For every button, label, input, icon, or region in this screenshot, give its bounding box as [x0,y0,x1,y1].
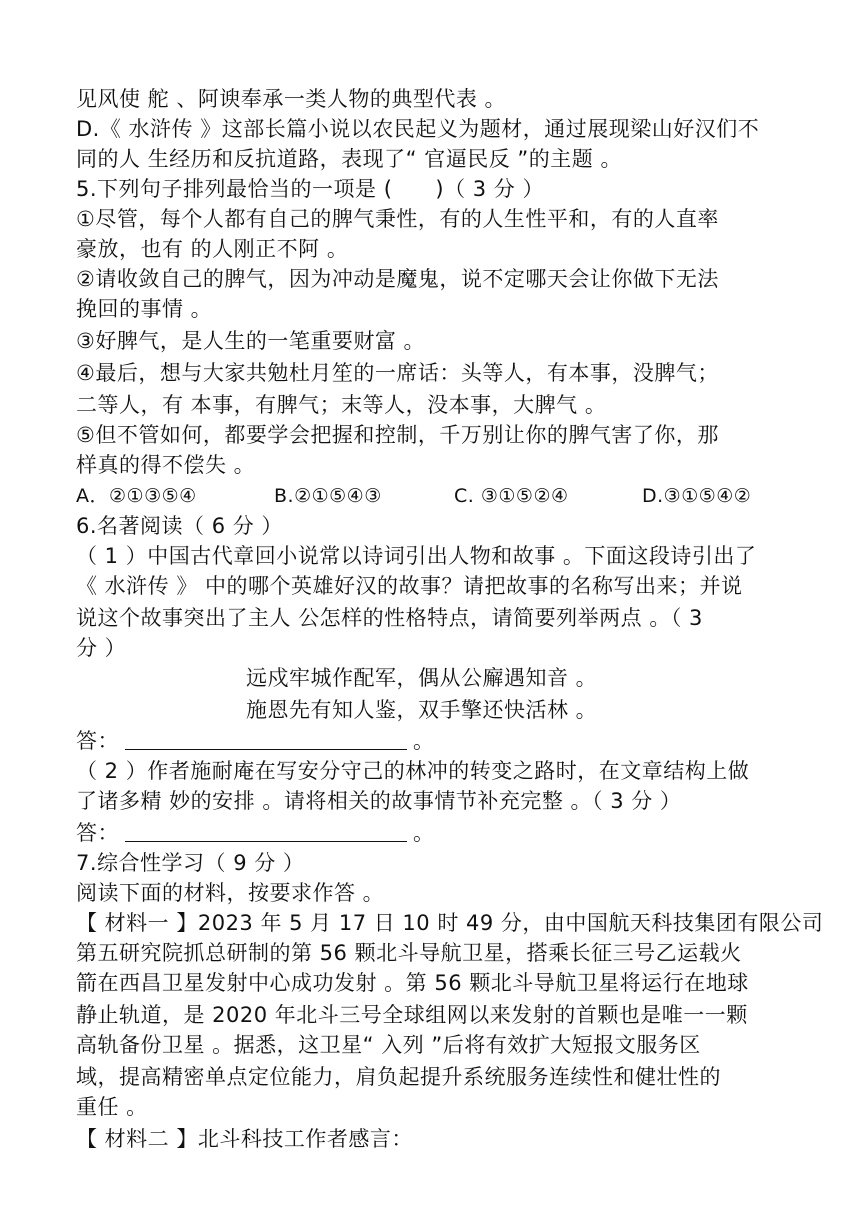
text-line: 同的人 生经历和反抗道路，表现了“ 官逼民反 ”的主题 。 [76,147,622,171]
answer-blank-2[interactable] [125,819,407,842]
answer-line-1 [76,726,796,756]
text-line: 阅读下面的材料，按要求作答 。 [76,881,385,905]
text-line: D.《 水浒传 》这部长篇小说以农民起义为题材，通过展现梁山好汉们不 [76,117,760,141]
text-line: 分 ） [76,636,127,660]
question-7-title: 7.综合性学习（ 9 分 ） [76,851,305,875]
option-c: C. ③①⑤②④ [454,485,569,507]
text-line: ②请收敛自己的脾气，因为冲动是魔鬼，说不定哪天会让你做下无法 [76,267,719,291]
text-line: 挽回的事情 。 [76,297,213,321]
material-1-line: 重任 。 [76,1095,148,1119]
material-1-line: 箭在西昌卫星发射中心成功发射 。第 56 颗北斗导航卫星将运行在地球 [76,971,749,995]
text-line: 说这个故事突出了主人 公怎样的性格特点，请简要列举两点 。（ 3 [76,606,703,630]
material-1-line: 域，提高精密单点定位能力，肩负起提升系统服务连续性和健壮性的 [76,1065,721,1089]
option-d: D.③①⑤④② [642,485,752,507]
material-1-line: 【 材料一 】2023 年 5 月 17 日 10 时 49 分，由中国航天科技集团有限公司 [76,911,824,935]
answer-blank-1[interactable] [125,727,407,750]
answer-line-2 [76,818,796,848]
material-1-line: 第五研究院抓总研制的第 56 颗北斗导航卫星，搭乘长征三号乙运载火 [76,941,742,965]
text-line: 见风使 舵 、阿谀奉承一类人物的典型代表 。 [76,87,507,111]
text-line: 样真的得不偿失 。 [76,453,256,477]
text-line: （ 2 ）作者施耐庵在写安分守己的林冲的转变之路时，在文章结构上做 [76,759,750,783]
answer-label: 答： [76,821,119,845]
answer-options [76,481,796,511]
material-1-line: 静止轨道，是 2020 年北斗三号全球组网以来发射的首颗也是唯一一颗 [76,1003,748,1027]
text-line: （ 1 ）中国古代章回小说常以诗词引出人物和故事 。下面这段诗引出了 [76,544,757,568]
question-5-title: 5.下列句子排列最恰当的一项是 ( )（ 3 分 ） [76,177,544,201]
answer-end: 。 [413,729,435,753]
text-line: ③好脾气，是人生的一笔重要财富 。 [76,329,426,353]
text-line: 二等人，有 本事，有脾气；末等人，没本事，大脾气 。 [76,393,607,417]
poem-line-1: 远戍牢城作配军，偶从公廨遇知音 。 [246,666,598,690]
text-line: ⑤但不管如何，都要学会把握和控制，千万别让你的脾气害了你，那 [76,423,719,447]
answer-label: 答： [76,729,119,753]
question-6-title: 6.名著阅读（ 6 分 ） [76,514,283,538]
text-line: ④最后，想与大家共勉杜月笙的一席话：头等人，有本事，没脾气； [76,361,719,385]
material-1-line: 高轨备份卫星 。据悉，这卫星“ 入列 ”后将有效扩大短报文服务区 [76,1033,701,1057]
option-a: A．②①③⑤④ [76,485,197,507]
text-line: ①尽管，每个人都有自己的脾气秉性，有的人生性平和，有的人直率 [76,207,719,231]
poem-line-2: 施恩先有知人鉴，双手擎还快活林 。 [246,698,598,722]
answer-end: 。 [413,821,435,845]
option-b: B.②①⑤④③ [274,485,382,507]
material-2-title: 【 材料二 】北斗科技工作者感言： [76,1127,413,1151]
text-line: 了诸多精 妙的安排 。请将相关的故事情节补充完整 。（ 3 分 ） [76,789,682,813]
text-line: 《 水浒传 》 中的哪个英雄好汉的故事？请把故事的名称写出来；并说 [76,574,743,598]
text-line: 豪放，也有 的人刚正不阿 。 [76,237,349,261]
